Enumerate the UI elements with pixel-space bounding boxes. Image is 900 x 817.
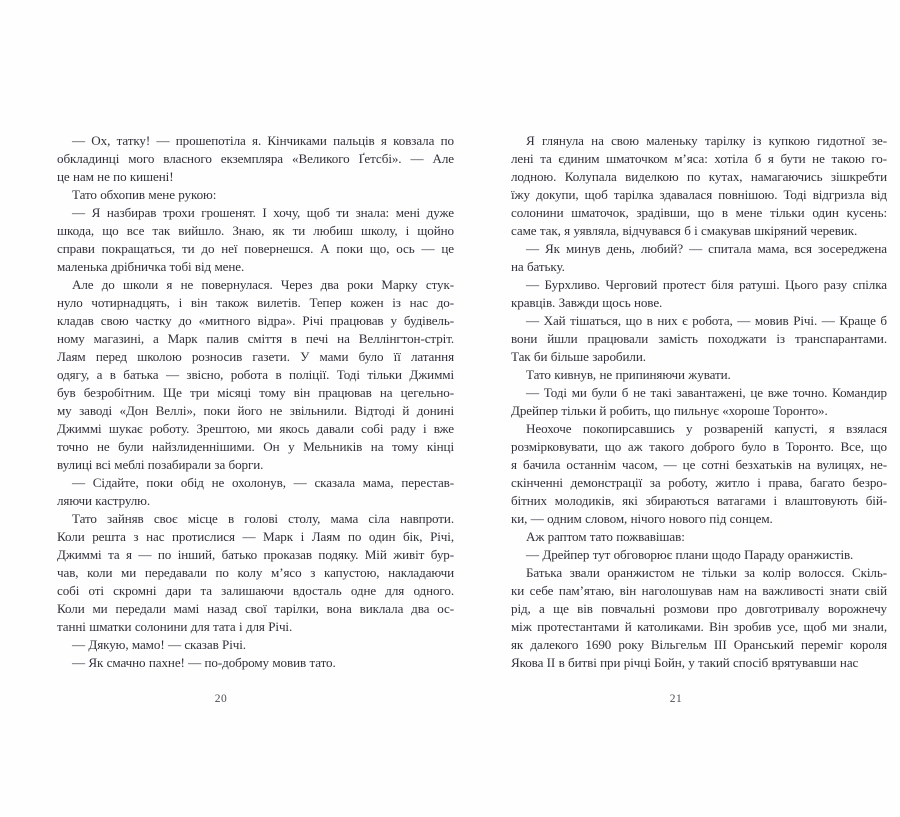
text-line: Батька звали оранжистом не тільки за колір волосся. Скіль- xyxy=(526,565,887,580)
text-line: лодною. Колупала виделкою по кутах, намагаючись зішкребти xyxy=(511,169,887,184)
paragraph xyxy=(511,312,887,366)
text-line: вулиці всі меблі позабирали за борги. xyxy=(57,457,264,472)
text-line: — Тоді ми були б не такі завантажені, це вже точно. Командир xyxy=(526,385,887,400)
paragraph xyxy=(57,132,454,186)
text-line: — Сідайте, поки обід не охолонув, — сказала мама, перестав- xyxy=(72,475,454,490)
text-line: му заводі «Дон Веллі», поки його не звільнили. Відтоді й донині xyxy=(57,403,454,418)
page-right-text xyxy=(511,132,887,672)
page-left xyxy=(57,132,454,672)
text-line: на батьку. xyxy=(511,259,565,274)
text-line: — Бурхливо. Черговий протест біля ратуші. Цього разу спілка xyxy=(526,277,887,292)
paragraph xyxy=(511,384,887,420)
text-line: вони йшли працювали замість походжати із транспарантами. xyxy=(511,331,887,346)
paragraph xyxy=(57,204,454,276)
paragraph xyxy=(511,546,887,564)
text-line: Так би більше заробили. xyxy=(511,349,646,364)
text-line: — Як минув день, любий? — спитала мама, вся зосереджена xyxy=(526,241,887,256)
text-line: розмірковувати, що аж такого доброго було в Торонто. Все, що xyxy=(511,439,887,454)
text-line: як далекого 1690 року Вільгельм III Оранський переміг короля xyxy=(511,637,887,652)
text-line: — Ох, татку! — прошепотіла я. Кінчиками пальців я ковзала по xyxy=(72,133,454,148)
text-line: Тато кивнув, не припиняючи жувати. xyxy=(526,367,731,382)
text-line: Лаям перед школою розносив газети. У мами було її латання xyxy=(57,349,454,364)
text-line: обкладинці мого власного екземпляра «Великого Ґетсбі». — Але xyxy=(57,151,454,166)
text-line: це нам не по кишені! xyxy=(57,169,174,184)
text-line: ному магазині, а Марк палив сміття в печі на Веллінгтон-стріт. xyxy=(57,331,454,346)
paragraph xyxy=(511,420,887,528)
text-line: Неохоче покопирсавшись у розвареній капусті, я взялася xyxy=(526,421,887,436)
text-line: маленька дрібничка тобі від мене. xyxy=(57,259,245,274)
paragraph xyxy=(57,654,454,672)
text-line: Коли ми передали мамі назад свої тарілки, вона виклала два ос- xyxy=(57,601,454,616)
paragraph xyxy=(57,276,454,474)
page-right xyxy=(511,132,887,672)
text-line: Джиммі та я — по інший, батько проказав подяку. Мій живіт бур- xyxy=(57,547,454,562)
text-line: їжу докупи, щоб тарілка здавалася повнішою. Тоді відгризла від xyxy=(511,187,887,202)
text-line: кравців. Завжди щось нове. xyxy=(511,295,663,310)
paragraph xyxy=(57,186,454,204)
text-line: Тато обхопив мене рукою: xyxy=(72,187,217,202)
paragraph xyxy=(57,510,454,636)
text-line: точно не були найзлиденнішими. Он у Мельників на тому кінці xyxy=(57,439,454,454)
paragraph xyxy=(57,636,454,654)
page-number-right: 21 xyxy=(669,693,683,705)
text-line: собі оті скромні дари та залишаючи вдосталь одне для одного. xyxy=(57,583,454,598)
text-line: Дрейпер тільки й робить, що пильнує «хороше Торонто». xyxy=(511,403,828,418)
paragraph xyxy=(511,366,887,384)
text-line: між протестантами й католиками. Він зробив усе, щоб ми знали, xyxy=(511,619,887,634)
paragraph xyxy=(511,132,887,240)
text-line: солонини шматочок, зрадівши, що в мене тільки один кусень: xyxy=(511,205,887,220)
text-line: — Як смачно пахне! — по-доброму мовив тато. xyxy=(72,655,336,670)
text-line: шкода, що все так вийшло. Знаю, як ти любиш школу, і щойно xyxy=(57,223,454,238)
text-line: бітних молодиків, які збираються ватагами і влаштовують бій- xyxy=(511,493,887,508)
text-line: лені та єдиним шматочком м’яса: хотіла б я бути не такою го- xyxy=(511,151,887,166)
paragraph xyxy=(511,276,887,312)
text-line: я бачила останнім часом, — це сотні безхатьків на вулицях, не- xyxy=(511,457,887,472)
text-line: ляючи каструлю. xyxy=(57,493,151,508)
text-line: рід, а ще вів повчальні розмови про довготривалу ворожнечу xyxy=(511,601,887,616)
text-line: справи покращаться, ти до неї повернешся. А поки що, ось — це xyxy=(57,241,454,256)
paragraph xyxy=(57,474,454,510)
text-line: Якова II в битві при річці Бойн, у такий спосіб врятувавши нас xyxy=(511,655,859,670)
text-line: — Я назбирав трохи грошенят. І хочу, щоб ти знала: мені дуже xyxy=(72,205,454,220)
text-line: чав, коли ми передавали по колу м’ясо з капустою, накладаючи xyxy=(57,565,454,580)
paragraph xyxy=(511,528,887,546)
paragraph xyxy=(511,240,887,276)
text-line: Але до школи я не повернулася. Через два роки Марку стук- xyxy=(72,277,454,292)
text-line: скінченні демонстрації за роботу, житло і права, багато безро- xyxy=(511,475,887,490)
text-line: — Дякую, мамо! — сказав Річі. xyxy=(72,637,246,652)
text-line: ки себе пам’ятаю, він наголошував нам на важливості знати свій xyxy=(511,583,887,598)
text-line: Джиммі шукає роботу. Зрештою, ми якось давали собі раду і вже xyxy=(57,421,454,436)
text-line: — Дрейпер тут обговорює плани щодо Параду оранжистів. xyxy=(526,547,854,562)
paragraph xyxy=(511,564,887,672)
text-line: Коли решта з нас протислися — Марк і Лаям по один бік, Річі, xyxy=(57,529,454,544)
text-line: Я глянула на свою маленьку тарілку із купкою гидотної зе- xyxy=(526,133,887,148)
text-line: ки, — одним словом, нічого нового під сонцем. xyxy=(511,511,773,526)
text-line: одягу, а в батька — звісно, робота в поліції. Тоді тільки Джиммі xyxy=(57,367,454,382)
text-line: Тато зайняв своє місце в голові столу, мама сіла навпроти. xyxy=(72,511,454,526)
text-line: саме так, я уявляла, відчувався б і смакував шкіряний черевик. xyxy=(511,223,858,238)
page-number-left: 20 xyxy=(214,693,228,705)
page-left-text xyxy=(57,132,454,672)
text-line: танні шматки солонини для тата і для Річі. xyxy=(57,619,293,634)
text-line: — Хай тішаться, що в них є робота, — мовив Річі. — Краще б xyxy=(526,313,887,328)
text-line: був безробітним. Ще три місяці тому він працював на цегельно- xyxy=(57,385,454,400)
text-line: кладав свою частку до «митного відра». Річі працював у будівель- xyxy=(57,313,454,328)
text-line: нуло чотирнадцять, і він також вилетів. Тепер кожен із нас до- xyxy=(57,295,454,310)
text-line: Аж раптом тато пожвавішав: xyxy=(526,529,685,544)
